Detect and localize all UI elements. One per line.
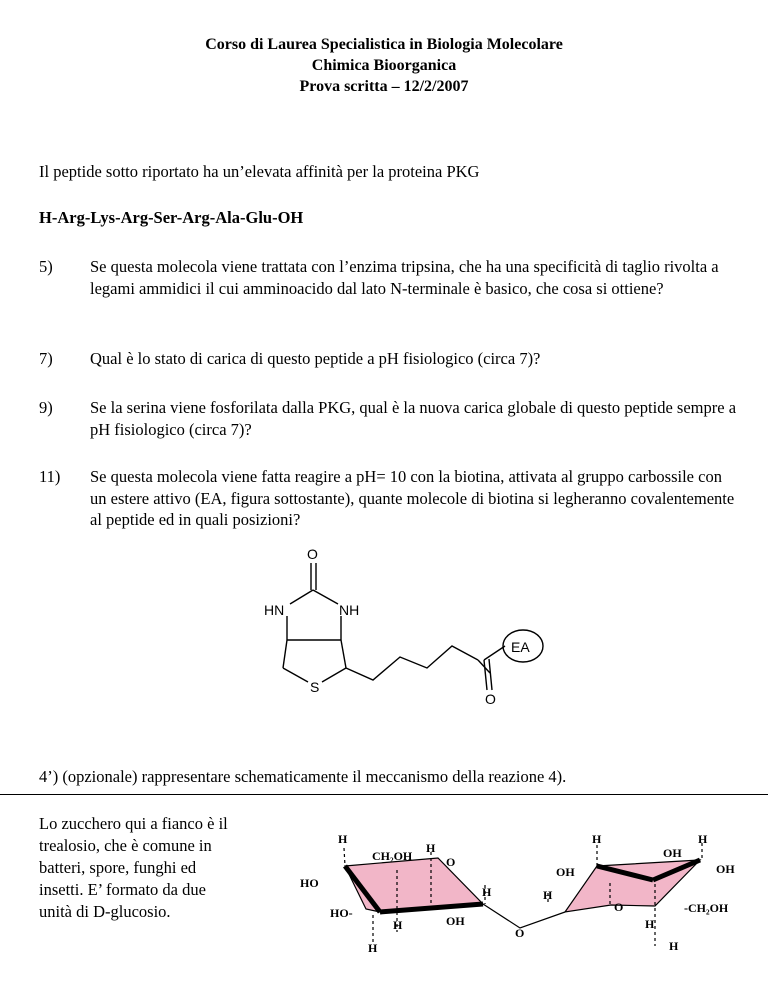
biotin-o-top: O [307, 546, 318, 562]
question-text: Se questa molecola viene fatta reagire a pH= 10 con la biotina, attivata al gruppo carbossile con un estere attivo (EA, figura sottostante), quante molecole di biotina si legheranno covalentemente al peptide ed in quali posizioni? [90, 467, 735, 529]
question-text: Se questa molecola viene trattata con l’enzima tripsina, che ha una specificità di taglio rivolta a legami ammidici il cui amminoacido dal lato N-terminale è basico, che cosa si ottiene? [90, 257, 719, 298]
t-h6: H [543, 888, 553, 902]
question-number: 11) [39, 467, 61, 486]
course-title: Corso di Laurea Specialistica in Biologia Molecolare [205, 36, 563, 53]
exam-date: Prova scritta – 12/2/2007 [299, 78, 469, 95]
t-h5: H [368, 941, 378, 955]
question-text: Qual è lo stato di carica di questo peptide a pH fisiologico (circa 7)? [90, 349, 541, 368]
t-h3: H [482, 885, 492, 899]
t-ho-left: HO [300, 876, 319, 890]
t-h10: H [669, 939, 679, 953]
t-oh-right3: OH [716, 862, 735, 876]
question-number: 9) [39, 398, 53, 417]
t-o-link: O [515, 926, 525, 940]
biotin-o-bottom: O [485, 691, 496, 707]
question-text: Se la serina viene fosforilata dalla PKG, qual è la nuova carica globale di questo peptide sempre a pH fisiologico (circa 7)? [90, 398, 737, 439]
t-o-right: O [614, 900, 624, 914]
t-h8: H [698, 832, 708, 846]
t-h7: H [592, 832, 602, 846]
t-ch2oh-right: -CH₂OH [684, 901, 729, 915]
subject-title: Chimica Bioorganica [311, 57, 457, 74]
t-ch2oh-left: CH₂OH [372, 849, 413, 863]
t-oh-right: OH [556, 865, 575, 879]
peptide-sequence: H-Arg-Lys-Arg-Ser-Arg-Ala-Glu-OH [39, 208, 304, 227]
biotin-ea: EA [511, 639, 530, 655]
trehalose-description: Lo zucchero qui a fianco è il trealosio, che è comune in batteri, spore, funghi ed insetti. E’ formato da due unità di D-glucosio. [39, 814, 228, 921]
t-h9: H [645, 917, 655, 931]
t-h1: H [338, 832, 348, 846]
t-h2: H [426, 841, 436, 855]
biotin-s: S [310, 679, 320, 695]
t-h4: H [393, 918, 403, 932]
optional-question: 4’) (opzionale) rappresentare schematicamente il meccanismo della reazione 4). [39, 767, 567, 786]
question-number: 5) [39, 257, 53, 276]
t-oh-left: OH [446, 914, 465, 928]
question-number: 7) [39, 349, 53, 368]
biotin-nh: NH [339, 602, 360, 618]
t-o-left: O [446, 855, 456, 869]
t-ho-dash: HO- [330, 906, 353, 920]
t-oh-right2: OH [663, 846, 682, 860]
biotin-hn: HN [264, 602, 285, 618]
intro-text: Il peptide sotto riportato ha un’elevata affinità per la proteina PKG [39, 162, 480, 181]
